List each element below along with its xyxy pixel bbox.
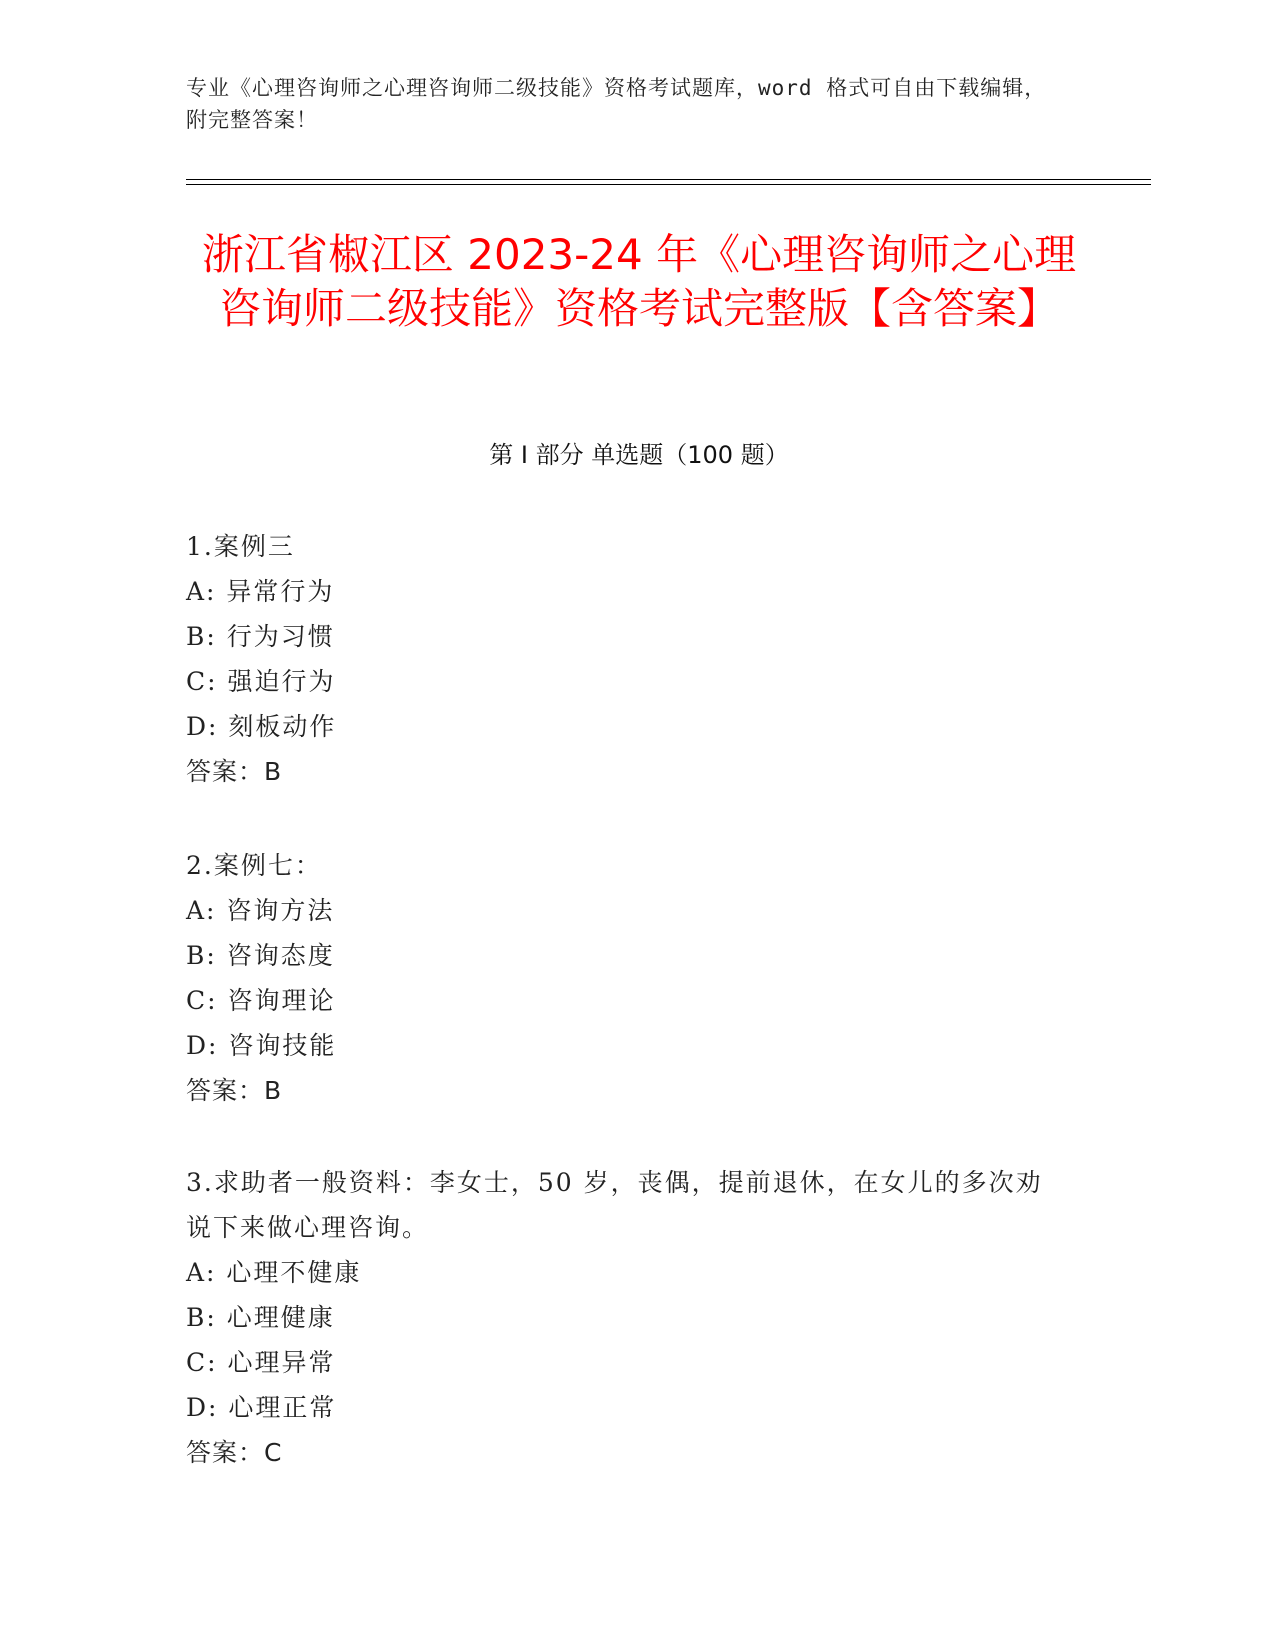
answer: 答案：C bbox=[186, 1438, 283, 1467]
answer: 答案：B bbox=[186, 757, 283, 786]
header-rule-top bbox=[186, 179, 1151, 180]
option-a: A: 咨询方法 bbox=[186, 896, 335, 925]
option-a: A: 异常行为 bbox=[186, 577, 335, 606]
option-c: C: 心理异常 bbox=[186, 1348, 336, 1377]
option-b: B: 心理健康 bbox=[186, 1303, 335, 1332]
header-note: 专业《心理咨询师之心理咨询师二级技能》资格考试题库，word 格式可自由下载编辑，附完整答案！ bbox=[186, 76, 1047, 132]
option-b: B: 咨询态度 bbox=[186, 941, 335, 970]
option-b: B: 行为习惯 bbox=[186, 622, 335, 651]
question-stem: 3.求助者一般资料：李女士，50 岁，丧偶，提前退休，在女儿的多次劝说下来做心理咨询。 bbox=[186, 1168, 1043, 1242]
option-c: C: 强迫行为 bbox=[186, 667, 336, 696]
question-1 bbox=[186, 524, 1066, 794]
answer: 答案：B bbox=[186, 1076, 283, 1105]
question-stem: 1.案例三 bbox=[186, 532, 295, 561]
option-c: C: 咨询理论 bbox=[186, 986, 336, 1015]
header-rule-bottom bbox=[186, 184, 1151, 185]
document-title: 浙江省椒江区 2023-24 年《心理咨询师之心理咨询师二级技能》资格考试完整版【含答案】 bbox=[201, 230, 1077, 333]
question-stem: 2.案例七： bbox=[186, 851, 322, 880]
question-2 bbox=[186, 843, 1066, 1113]
question-3 bbox=[186, 1160, 1066, 1475]
option-a: A: 心理不健康 bbox=[186, 1258, 362, 1287]
section-title: 第 I 部分 单选题（100 题） bbox=[489, 441, 789, 469]
option-d: D: 刻板动作 bbox=[186, 712, 337, 741]
option-d: D: 心理正常 bbox=[186, 1393, 337, 1422]
option-d: D: 咨询技能 bbox=[186, 1031, 337, 1060]
